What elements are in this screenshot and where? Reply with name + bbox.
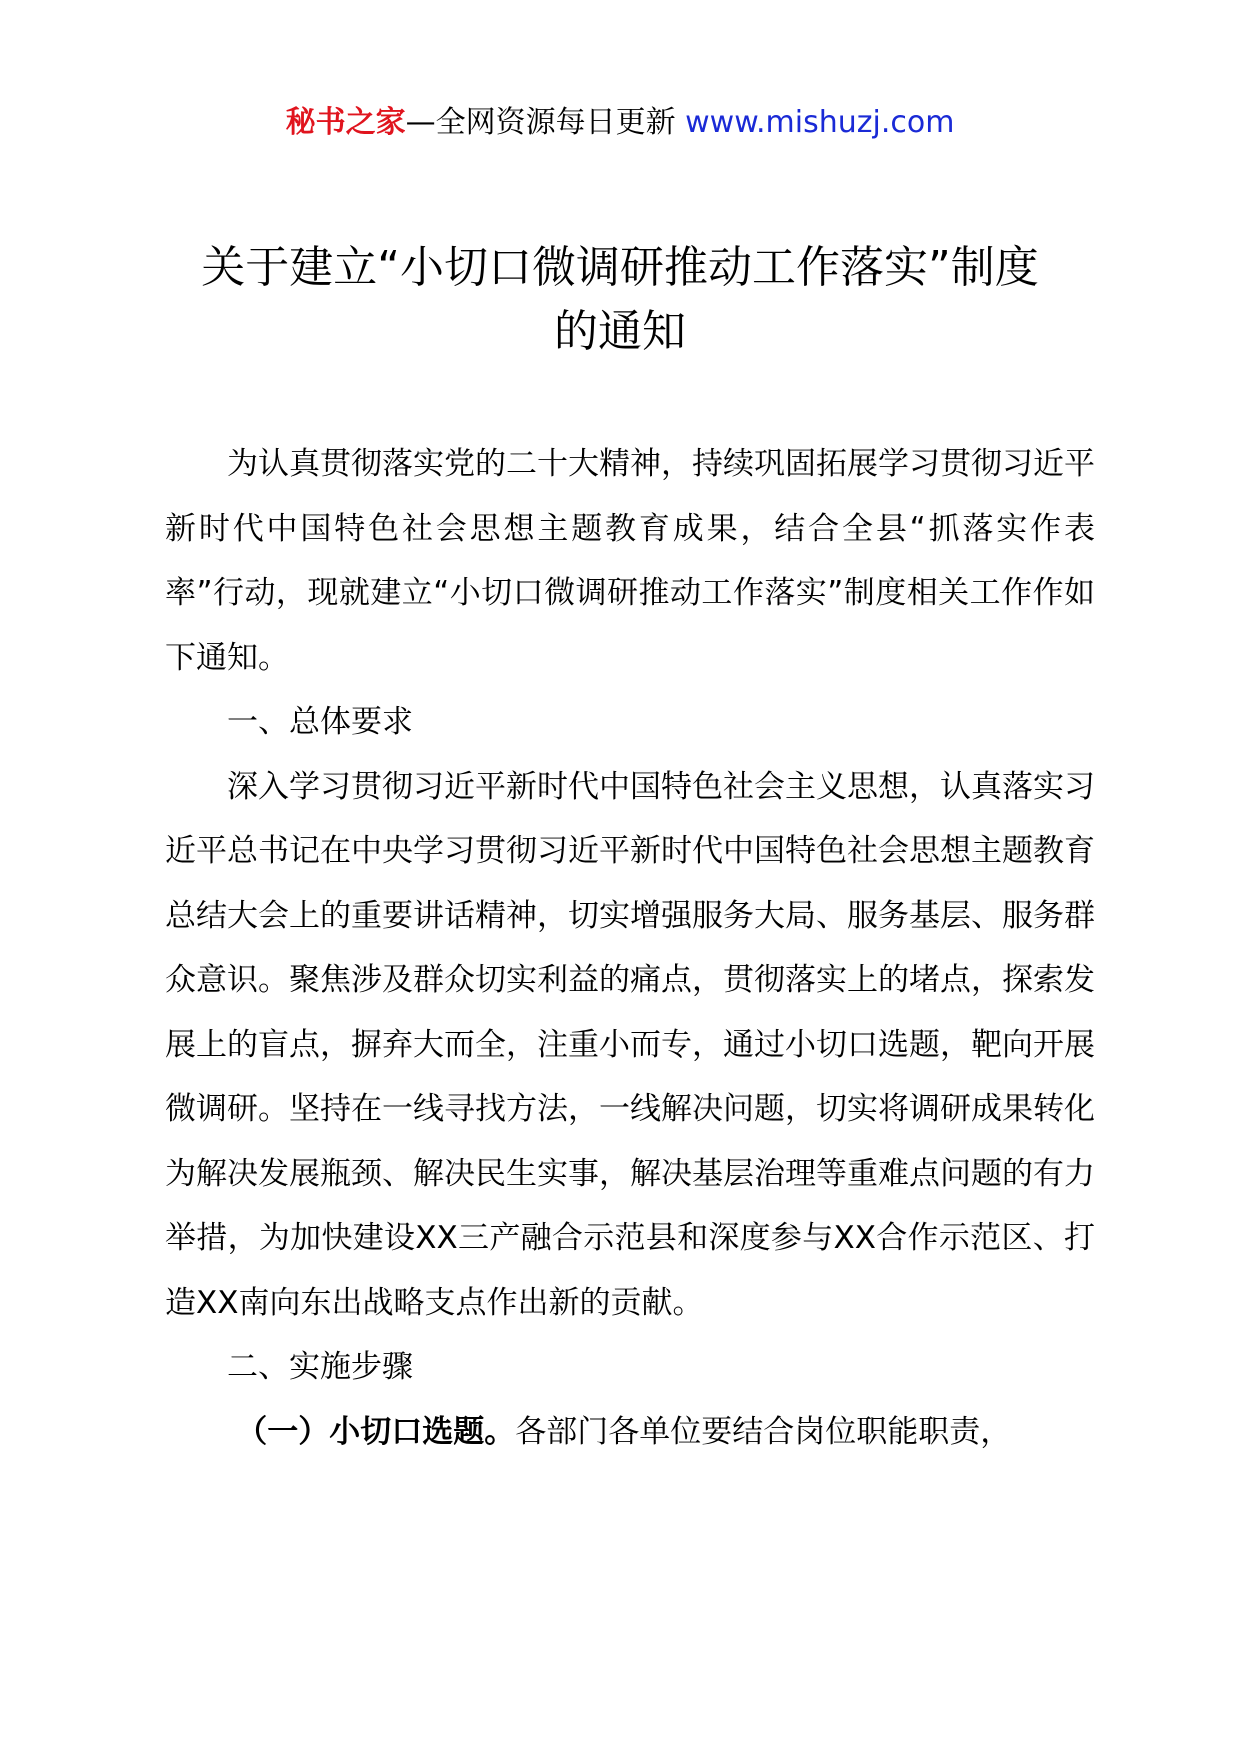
subsection-paragraph-topic-selection (165, 1400, 1095, 1465)
intro-paragraph: 为认真贯彻落实党的二十大精神，持续巩固拓展学习贯彻习近平新时代中国特色社会思想主题教育成果，结合全县“抓落实作表率”行动，现就建立“小切口微调研推动工作落实”制度相关工作作如下通知。 (165, 446, 1095, 676)
subsection-label: （一）小切口选题。 (236, 1413, 516, 1450)
document-title (150, 236, 1090, 364)
section-heading-overall-requirements: 一、总体要求 (227, 704, 413, 740)
site-header (0, 101, 1240, 145)
site-tagline: —全网资源每日更新 (405, 105, 686, 140)
document-title-line-2: 的通知 (554, 306, 686, 357)
document-body (165, 432, 1095, 1464)
site-brand: 秘书之家 (285, 105, 406, 140)
site-url-link[interactable]: www.mishuzj.com (685, 105, 955, 140)
subsection-text: 各部门各单位要结合岗位职能职责， (515, 1413, 1012, 1450)
section-heading-implementation-steps: 二、实施步骤 (227, 1349, 413, 1385)
document-title-line-1: 关于建立“小切口微调研推动工作落实”制度 (201, 242, 1039, 293)
section-paragraph-overall-requirements: 深入学习贯彻习近平新时代中国特色社会主义思想，认真落实习近平总书记在中央学习贯彻习近平新时代中国特色社会思想主题教育总结大会上的重要讲话精神，切实增强服务大局、服务基层、服务群众意识。聚焦涉及群众切实利益的痛点，贯彻落实上的堵点，探索发展上的盲点，摒弃大而全，注重小而专，通过小切口选题，靶向开展微调研。坚持在一线寻找方法，一线解决问题，切实将调研成果转化为解决发展瓶颈、解决民生实事，解决基层治理等重难点问题的有力举措，为加快建设XX三产融合示范县和深度参与XX合作示范区、打造XX南向东出战略支点作出新的贡献。 (165, 768, 1095, 1321)
